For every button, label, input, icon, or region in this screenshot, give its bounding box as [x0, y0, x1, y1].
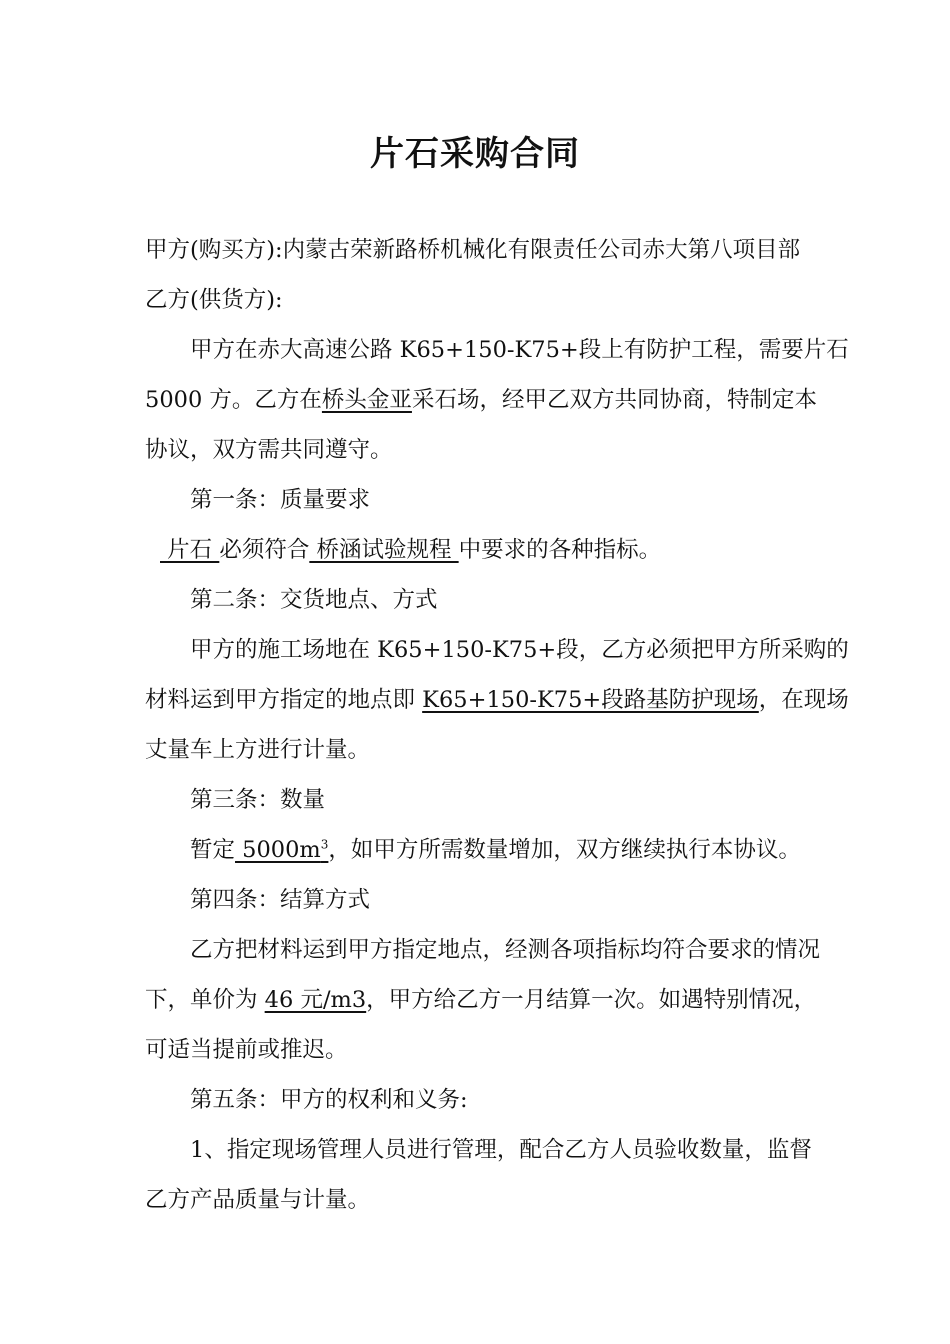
article-1-text: 中要求的各种指标。: [458, 537, 662, 563]
article-1-heading: 第一条：质量要求: [190, 487, 371, 513]
quantity-superscript: 3: [320, 837, 329, 852]
article-2-line-2: [145, 685, 849, 715]
article-4-line-1: 乙方把材料运到甲方指定地点，经测各项指标均符合要求的情况: [190, 937, 821, 963]
article-4-text: ，甲方给乙方一月结算一次。如遇特别情况，: [366, 987, 817, 1013]
article-2-heading: 第二条：交货地点、方式: [190, 587, 438, 613]
intro-line-1: 甲方在赤大高速公路 K65+150-K75+段上有防护工程，需要片石: [190, 337, 849, 363]
unit-price: 46 元/m3: [264, 987, 367, 1013]
article-5-heading: 第五条：甲方的权利和义务:: [190, 1087, 468, 1113]
delivery-site: K65+150-K75+段路基防护现场: [422, 687, 759, 713]
article-5-item-1-line-2: 乙方产品质量与计量。: [145, 1187, 371, 1213]
intro-text: 采石场，经甲乙双方共同协商，特制定本: [411, 387, 817, 413]
quarry-name: 桥头金亚: [321, 387, 412, 413]
article-4-text: 下，单价为: [145, 987, 265, 1013]
intro-line-2: [145, 385, 825, 415]
intro-text: 5000 方。乙方在: [145, 387, 322, 413]
article-1-text: 必须符合: [219, 537, 310, 563]
article-4-heading: 第四条：结算方式: [190, 887, 371, 913]
article-3-text: ，如甲方所需数量增加，双方继续执行本协议。: [328, 837, 801, 863]
article-2-text: 材料运到甲方指定的地点即: [145, 687, 423, 713]
article-3-body: [190, 835, 825, 865]
material-name: 片石: [160, 537, 220, 563]
party-a-line: 甲方(购买方):内蒙古荣新路桥机械化有限责任公司赤大第八项目部: [145, 237, 801, 263]
article-2-text: ，在现场: [758, 687, 849, 713]
article-2-line-3: 丈量车上方进行计量。: [145, 737, 371, 763]
article-3-heading: 第三条：数量: [190, 787, 326, 813]
quantity-number: 5000m: [235, 837, 321, 863]
article-3-text: 暂定: [190, 837, 236, 863]
article-4-line-3: 可适当提前或推迟。: [145, 1037, 348, 1063]
party-b-line: 乙方(供货方):: [145, 287, 283, 313]
article-5-item-1-line-1: 1、指定现场管理人员进行管理，配合乙方人员验收数量，监督: [190, 1137, 812, 1163]
article-1-body: [160, 535, 840, 565]
quality-standard: 桥涵试验规程: [309, 537, 459, 563]
document-title: 片石采购合同: [370, 134, 580, 174]
quantity-value: [235, 837, 328, 863]
article-4-line-2: [145, 985, 825, 1015]
intro-line-3: 协议，双方需共同遵守。: [145, 437, 393, 463]
article-2-line-1: 甲方的施工场地在 K65+150-K75+段，乙方必须把甲方所采购的: [190, 637, 849, 663]
